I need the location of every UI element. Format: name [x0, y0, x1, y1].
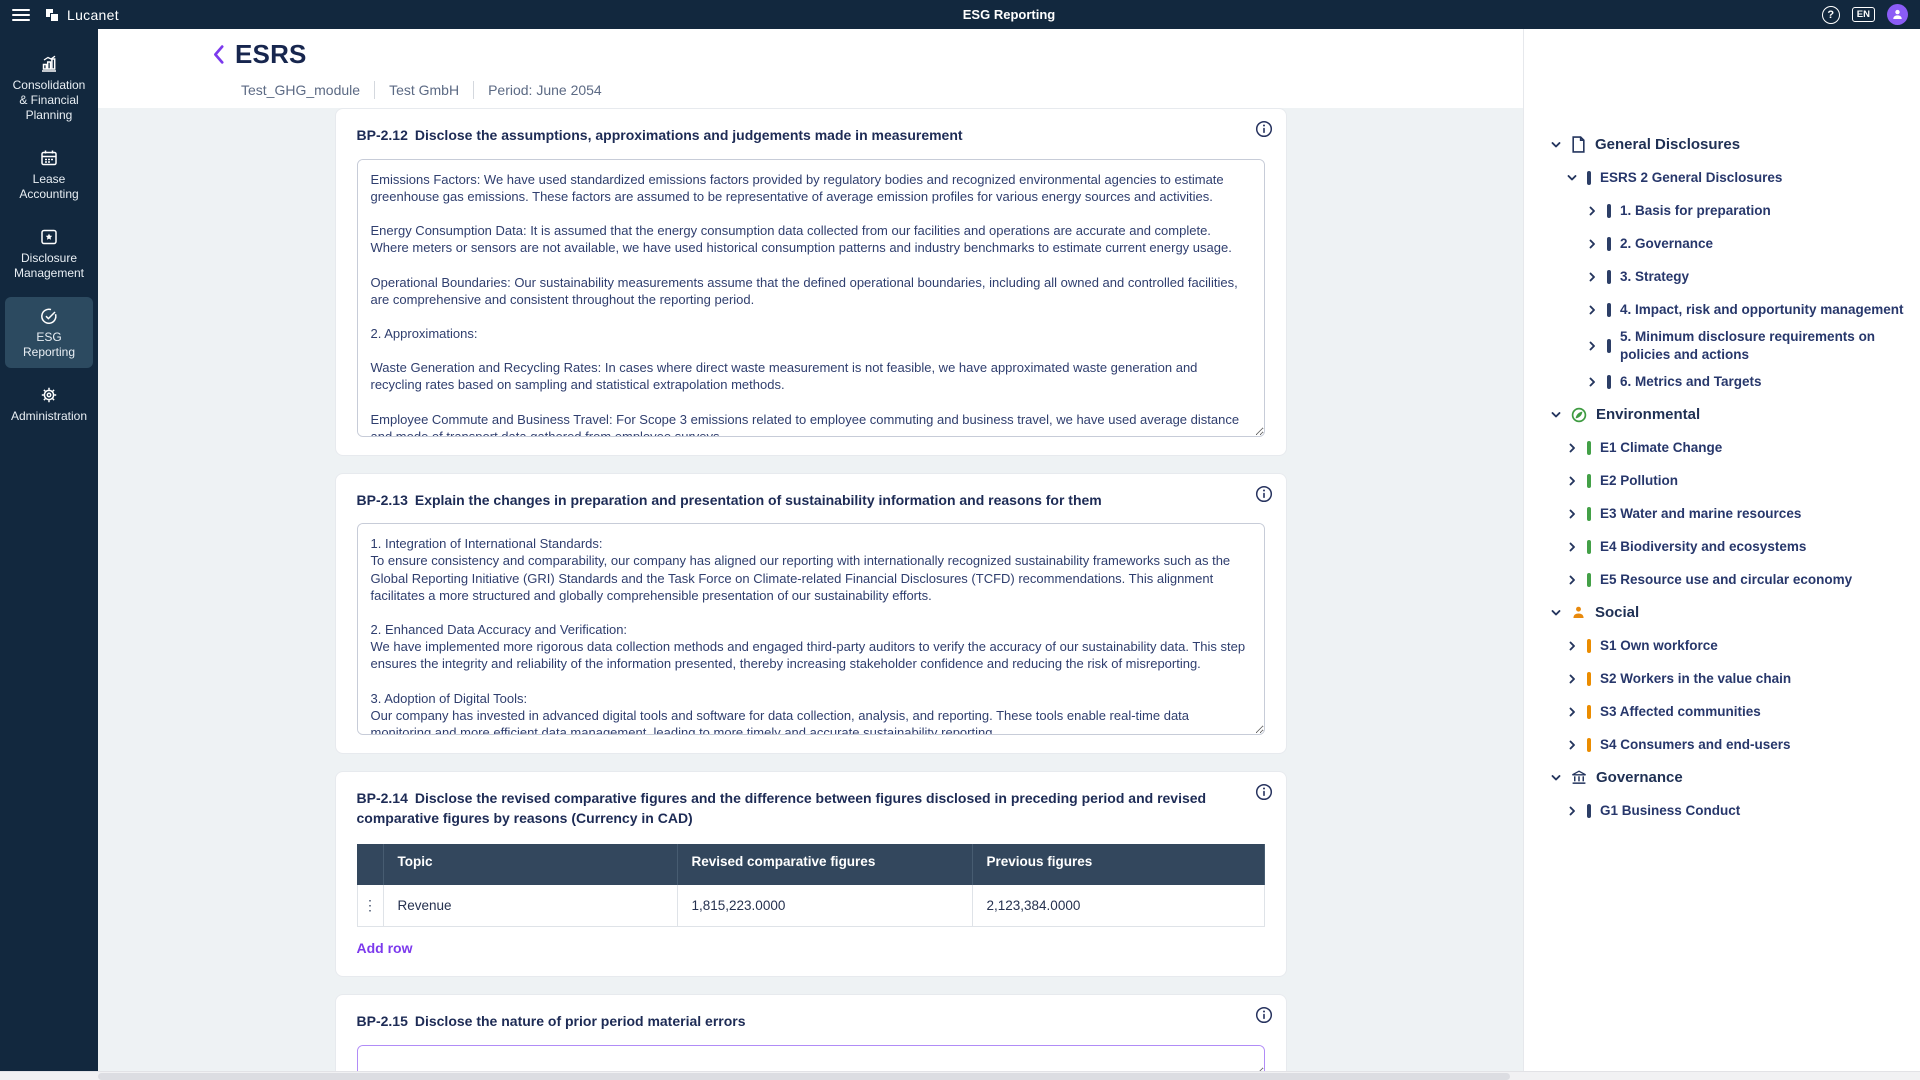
status-bar [1607, 339, 1611, 353]
info-icon[interactable] [1255, 783, 1273, 806]
sidebar-item-disclosure-management[interactable] [5, 218, 93, 289]
gear-icon [39, 385, 59, 405]
answer-textarea-bp-2-12[interactable] [357, 159, 1265, 437]
tree-item-e4-biodiversity[interactable]: E4 Biodiversity and ecosystems [1524, 530, 1910, 563]
page-title: ESRS [235, 39, 307, 69]
person-icon [1891, 8, 1904, 21]
chevron-right-icon[interactable] [1586, 238, 1598, 250]
status-bar [1587, 171, 1591, 185]
user-avatar[interactable] [1887, 4, 1908, 25]
sidebar-item-esg-reporting[interactable] [5, 297, 93, 368]
tree-item-s3-affected-communities[interactable]: S3 Affected communities [1524, 695, 1910, 728]
sidebar-item-label: ESG Reporting [22, 330, 76, 359]
tree-item-basis-for-preparation[interactable]: 1. Basis for preparation [1524, 194, 1910, 227]
leaf-icon [1571, 407, 1587, 423]
horizontal-scrollbar [0, 1071, 1920, 1080]
status-bar [1607, 375, 1611, 389]
top-bar [0, 0, 1920, 29]
tree-item-s2-workers-value-chain[interactable]: S2 Workers in the value chain [1524, 662, 1910, 695]
chevron-down-icon[interactable] [1550, 139, 1562, 151]
status-bar [1587, 474, 1591, 488]
disclosure-card-bp-2-12 [335, 108, 1287, 456]
comparative-figures-table [357, 844, 1265, 927]
table-gutter-header [357, 844, 383, 885]
sidebar-item-label: Consolidation & Financial Planning [12, 78, 86, 122]
tree-item-s1-own-workforce[interactable]: S1 Own workforce [1524, 629, 1910, 662]
add-row-button[interactable]: Add row [356, 940, 413, 957]
chevron-down-icon[interactable] [1550, 409, 1562, 421]
tree-item-strategy[interactable]: 3. Strategy [1524, 260, 1910, 293]
tree-item-social[interactable]: Social [1524, 596, 1910, 629]
chevron-down-icon[interactable] [1550, 772, 1562, 784]
bank-icon [1571, 770, 1587, 786]
horizontal-scrollbar-thumb[interactable] [98, 1073, 1510, 1080]
disclosure-card-bp-2-13 [335, 473, 1287, 755]
breadcrumb [241, 81, 1523, 99]
tree-item-esrs-2-general-disclosures[interactable]: ESRS 2 General Disclosures [1524, 161, 1910, 194]
chevron-right-icon[interactable] [1586, 340, 1598, 352]
answer-textarea-bp-2-15[interactable] [357, 1045, 1265, 1071]
document-icon [1571, 136, 1586, 153]
help-icon[interactable]: ? [1822, 6, 1840, 24]
tree-item-e3-water-marine[interactable]: E3 Water and marine resources [1524, 497, 1910, 530]
cell-revised-figures[interactable]: 1,815,223.0000 [677, 885, 972, 927]
column-header-topic: Topic [383, 844, 677, 885]
status-bar [1607, 204, 1611, 218]
chevron-right-icon[interactable] [1566, 574, 1578, 586]
chevron-right-icon[interactable] [1566, 739, 1578, 751]
status-bar [1587, 573, 1591, 587]
check-circle-icon [39, 306, 59, 326]
disclosure-code: BP-2.15 [356, 1013, 408, 1030]
column-header-revised: Revised comparative figures [677, 844, 972, 885]
status-bar [1607, 237, 1611, 251]
cell-topic[interactable]: Revenue [383, 885, 677, 927]
sidebar-item-administration[interactable] [5, 376, 93, 432]
status-bar [1587, 639, 1591, 653]
status-bar [1587, 540, 1591, 554]
table-row [357, 885, 1264, 927]
status-bar [1587, 804, 1591, 818]
tree-item-minimum-disclosure-requirements[interactable]: 5. Minimum disclosure requirements on policies and actions [1524, 326, 1910, 365]
disclosure-question: Disclose the nature of prior period material errors [414, 1013, 746, 1030]
disclosure-card-bp-2-15 [335, 994, 1287, 1071]
breadcrumb-period: Period: June 2054 [488, 82, 602, 98]
calendar-icon [39, 148, 59, 168]
disclosure-card-bp-2-14 [335, 771, 1287, 977]
info-icon[interactable] [1255, 120, 1273, 143]
disclosure-code: BP-2.14 [356, 790, 408, 807]
chevron-down-icon[interactable] [1550, 607, 1562, 619]
chevron-right-icon[interactable] [1566, 541, 1578, 553]
tree-item-environmental[interactable]: Environmental [1524, 398, 1910, 431]
info-icon[interactable] [1255, 485, 1273, 508]
status-bar [1587, 738, 1591, 752]
status-bar [1587, 507, 1591, 521]
tree-item-metrics-and-targets[interactable]: 6. Metrics and Targets [1524, 365, 1910, 398]
tree-item-e2-pollution[interactable]: E2 Pollution [1524, 464, 1910, 497]
chevron-right-icon[interactable] [1566, 706, 1578, 718]
tree-item-general-disclosures[interactable]: General Disclosures [1524, 128, 1910, 161]
chevron-right-icon[interactable] [1566, 640, 1578, 652]
tree-item-impact-risk-opportunity[interactable]: 4. Impact, risk and opportunity management [1524, 293, 1910, 326]
tree-item-e1-climate-change[interactable]: E1 Climate Change [1524, 431, 1910, 464]
chevron-right-icon[interactable] [1586, 205, 1598, 217]
chevron-right-icon[interactable] [1586, 271, 1598, 283]
chevron-right-icon[interactable] [1566, 673, 1578, 685]
chevron-down-icon[interactable] [1566, 172, 1578, 184]
breadcrumb-module: Test_GHG_module [241, 82, 361, 98]
topbar-title: ESG Reporting [962, 7, 1056, 22]
status-bar [1587, 705, 1591, 719]
tree-item-g1-business-conduct[interactable]: G1 Business Conduct [1524, 794, 1910, 827]
row-menu-icon[interactable]: ⋮ [363, 897, 377, 914]
chevron-right-icon[interactable] [1566, 508, 1578, 520]
chevron-right-icon[interactable] [1566, 475, 1578, 487]
sidebar-item-consolidation-financial-planning[interactable] [5, 45, 93, 131]
hamburger-menu-icon[interactable] [12, 9, 30, 21]
answer-textarea-bp-2-13[interactable] [357, 523, 1265, 735]
tree-item-governance[interactable]: Governance [1524, 761, 1910, 794]
chevron-right-icon[interactable] [1586, 304, 1598, 316]
bar-chart-icon [39, 54, 59, 74]
status-bar [1607, 270, 1611, 284]
breadcrumb-separator [473, 81, 474, 99]
status-bar [1607, 303, 1611, 317]
lucanet-logo-icon [44, 7, 60, 23]
page-header [98, 29, 1523, 108]
sidebar-item-label: Administration [10, 409, 88, 423]
left-sidebar [0, 29, 98, 1071]
tree-item-s4-consumers-end-users[interactable]: S4 Consumers and end-users [1524, 728, 1910, 761]
column-header-previous: Previous figures [972, 844, 1264, 885]
sidebar-item-label: Disclosure Management [13, 251, 85, 280]
disclosure-question: Disclose the revised comparative figures and the difference between figures disclosed in preceding period and revised comparative figures by reasons [356, 790, 1207, 826]
form-scroll-area [98, 108, 1523, 1071]
esrs-structure-tree [1523, 29, 1920, 1071]
chevron-right-icon[interactable] [1566, 805, 1578, 817]
breadcrumb-company: Test GmbH [389, 82, 460, 98]
status-bar [1587, 441, 1591, 455]
disclosure-question-currency: (Currency in CAD) [571, 809, 693, 826]
disclosure-code: BP-2.13 [356, 491, 408, 508]
sidebar-item-lease-accounting[interactable] [5, 139, 93, 210]
disclosure-question: Explain the changes in preparation and presentation of sustainability information and reasons for them [414, 491, 1102, 508]
tree-item-e5-resource-use[interactable]: E5 Resource use and circular economy [1524, 563, 1910, 596]
chevron-right-icon[interactable] [1586, 376, 1598, 388]
tree-item-governance-2[interactable]: 2. Governance [1524, 227, 1910, 260]
lucanet-logo[interactable] [44, 7, 119, 23]
info-icon[interactable] [1255, 1006, 1273, 1029]
chevron-left-icon [212, 44, 225, 65]
chevron-right-icon[interactable] [1566, 442, 1578, 454]
brand-name: Lucanet [67, 6, 119, 23]
disclosure-question: Disclose the assumptions, approximations and judgements made in measurement [414, 127, 963, 143]
disclosure-code: BP-2.12 [356, 127, 408, 143]
breadcrumb-separator [374, 81, 375, 99]
cell-previous-figures[interactable]: 2,123,384.0000 [972, 885, 1264, 927]
star-box-icon [39, 227, 59, 247]
status-bar [1587, 672, 1591, 686]
sidebar-item-label: Lease Accounting [19, 172, 79, 201]
person-icon [1571, 605, 1586, 620]
back-button[interactable] [212, 44, 225, 65]
language-badge[interactable]: EN [1852, 7, 1875, 22]
